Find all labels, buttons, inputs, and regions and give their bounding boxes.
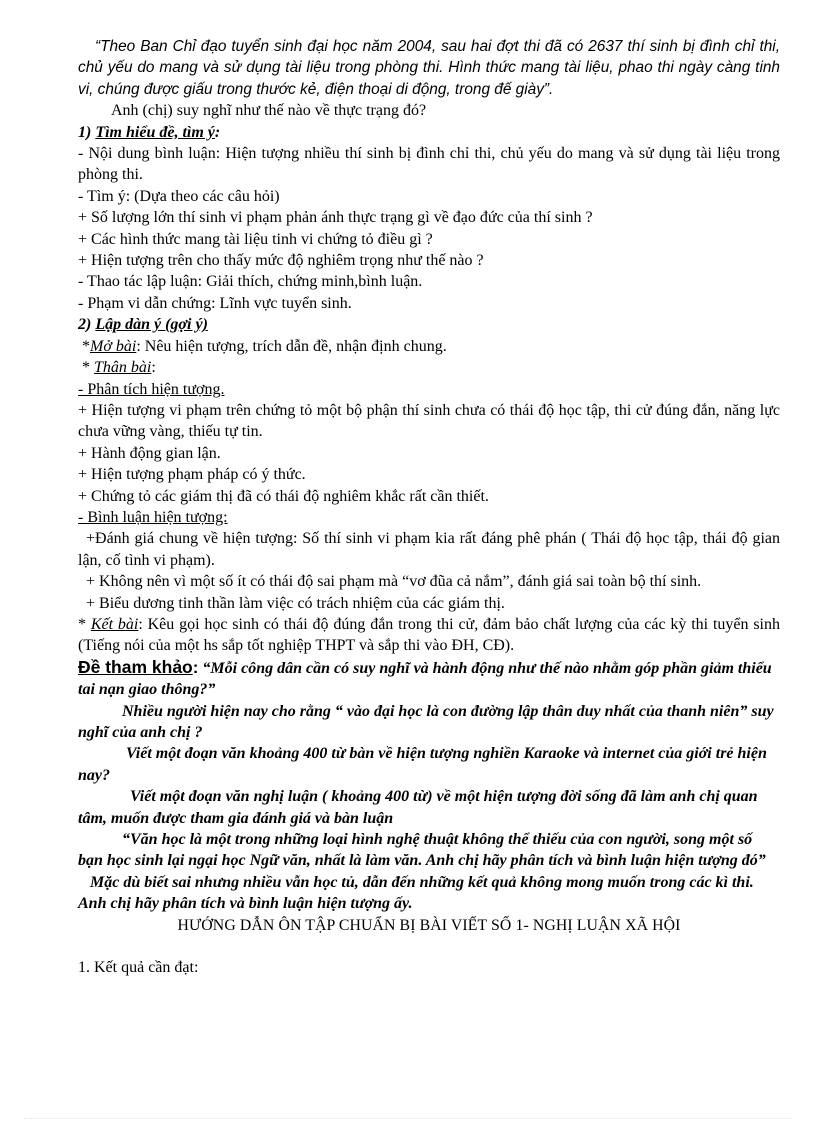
- document-page: [78, 36, 780, 978]
- reference-colon: :: [192, 657, 199, 677]
- section1-title: Tìm hiểu đề, tìm ý: [95, 123, 215, 141]
- than-bai-label: Thân bài: [94, 359, 152, 377]
- section1-colon: :: [214, 123, 221, 141]
- than-bai-star: *: [82, 359, 90, 377]
- phan-tich-line: + Chứng tỏ các giám thị đã có thái độ nghiêm khắc rất cần thiết.: [78, 487, 489, 505]
- reference-topic: “Văn học là một trong những loại hình nghệ thuật không thể thiếu của con người, song một số bạn học sinh lại ngại học Ngữ văn, nhất là làm văn. Anh chị hãy phân tích và bình luận hiện tượng đó”: [78, 831, 766, 870]
- section1-line: + Hiện tượng trên cho thấy mức độ nghiêm trọng như thế nào ?: [78, 252, 484, 270]
- reference-first: [78, 657, 780, 701]
- spacer: [78, 936, 780, 957]
- binh-luan-line: + Không nên vì một số ít có thái độ sai phạm mà “vơ đũa cả nắm”, đánh giá sai toàn bộ thí sinh.: [86, 573, 702, 591]
- section1-line: - Phạm vi dẫn chứng: Lĩnh vực tuyển sinh.: [78, 294, 352, 312]
- mo-bai-text: : Nêu hiện tượng, trích dẫn đề, nhận định chung.: [136, 337, 447, 355]
- ket-bai-label: Kết bài: [90, 615, 139, 633]
- page-bottom-divider: [24, 1118, 792, 1119]
- mo-bai-star: *: [82, 337, 90, 355]
- reference-topic: “Mỗi công dân cần có suy nghĩ và hành động như thế nào nhằm góp phần giảm thiểu tai nạn giao thông?”: [78, 659, 772, 699]
- reference-topic: Viết một đoạn văn khoảng 400 từ bàn về hiện tượng nghiền Karaoke và internet của giới trẻ hiện nay?: [78, 745, 767, 784]
- guide-title: HƯỚNG DẪN ÔN TẬP CHUẨN BỊ BÀI VIẾT SỐ 1- NGHỊ LUẬN XÃ HỘI: [177, 916, 681, 934]
- binh-luan-line: + Biểu dương tinh thần làm việc có trách nhiệm của các giám thị.: [86, 594, 505, 612]
- mo-bai: [78, 336, 780, 357]
- ket-bai-star: *: [78, 615, 86, 633]
- phan-tich-line: + Hiện tượng phạm pháp có ý thức.: [78, 466, 306, 484]
- section2-heading: [78, 314, 780, 335]
- section1-line: - Thao tác lập luận: Giải thích, chứng minh,bình luận.: [78, 273, 423, 291]
- reference-label: Đề tham khảo: [78, 656, 193, 677]
- ket-bai: [78, 614, 780, 657]
- section1-line: + Số lượng lớn thí sinh vi phạm phản ánh thực trạng gì về đạo đức của thí sinh ?: [78, 209, 593, 227]
- reference-topic: Viết một đoạn văn nghị luận ( khoảng 400 từ) về một hiện tượng đời sống đã làm anh chị quan tâm, muốn được tham gia đánh giá và bàn luận: [78, 788, 758, 827]
- phan-tich-line: + Hành động gian lận.: [78, 444, 221, 462]
- than-bai: [78, 357, 780, 378]
- mo-bai-label: Mở bài: [90, 337, 137, 355]
- section2-number: 2): [78, 316, 92, 334]
- intro-quote: “Theo Ban Chỉ đạo tuyển sinh đại học năm 2004, sau hai đợt thi đã có 2637 thí sinh bị đình chỉ thi, chủ yếu do mang và sử dụng tài liệu trong phòng thi. Hình thức mang tài liệu, phao thi ngày càng tinh vi, chúng được giấu trong thước kẻ, điện thoại di động, trong đế giày”.: [78, 38, 780, 98]
- question: Anh (chị) suy nghĩ như thế nào về thực trạng đó?: [111, 102, 427, 120]
- section1-line: - Tìm ý: (Dựa theo các câu hỏi): [78, 187, 280, 205]
- binh-luan-heading: - Bình luận hiện tượng:: [78, 508, 228, 526]
- section2-title: Lập dàn ý (gợi ý): [95, 316, 208, 334]
- binh-luan-line: +Đánh giá chung về hiện tượng: Số thí sinh vi phạm kia rất đáng phê phán ( Thái độ học tập, thái độ gian lận, cố tình vi phạm).: [78, 530, 780, 569]
- section1-line: + Các hình thức mang tài liệu tinh vi chứng tỏ điều gì ?: [78, 230, 433, 248]
- reference-block: [78, 657, 780, 915]
- phan-tich-line: + Hiện tượng vi phạm trên chứng tỏ một bộ phận thí sinh chưa có thái độ học tập, thi cử đúng đắn, năng lực chưa vững vàng, thiếu tự tin.: [78, 401, 780, 441]
- section1-line: - Nội dung bình luận: Hiện tượng nhiều thí sinh bị đình chỉ thi, chủ yếu do mang và sử dụng tài liệu trong phòng thi.: [78, 145, 780, 184]
- reference-topic: Mặc dù biết sai nhưng nhiều vẫn học tủ, dẫn đến những kết quả không mong muốn trong các kì thi. Anh chị hãy phân tích và bình luận hiện tượng ấy.: [78, 873, 754, 913]
- reference-topic: Nhiều người hiện nay cho rằng “ vào đại học là con đường lập thân duy nhất của thanh niên” suy nghĩ của anh chị ?: [78, 702, 774, 741]
- section1-number: 1): [78, 123, 92, 141]
- than-bai-colon: :: [151, 359, 156, 377]
- result-heading: 1. Kết quả cần đạt:: [78, 959, 199, 977]
- section1-heading: [78, 122, 780, 143]
- phan-tich-heading: - Phân tích hiện tượng.: [78, 380, 225, 398]
- ket-bai-text: : Kêu gọi học sinh có thái độ đúng đắn trong thi cử, đảm bảo chất lượng của các kỳ thi tuyển sinh (Tiếng nói của một hs sắp tốt nghiệp THPT và sắp thi vào ĐH, CĐ).: [78, 615, 780, 655]
